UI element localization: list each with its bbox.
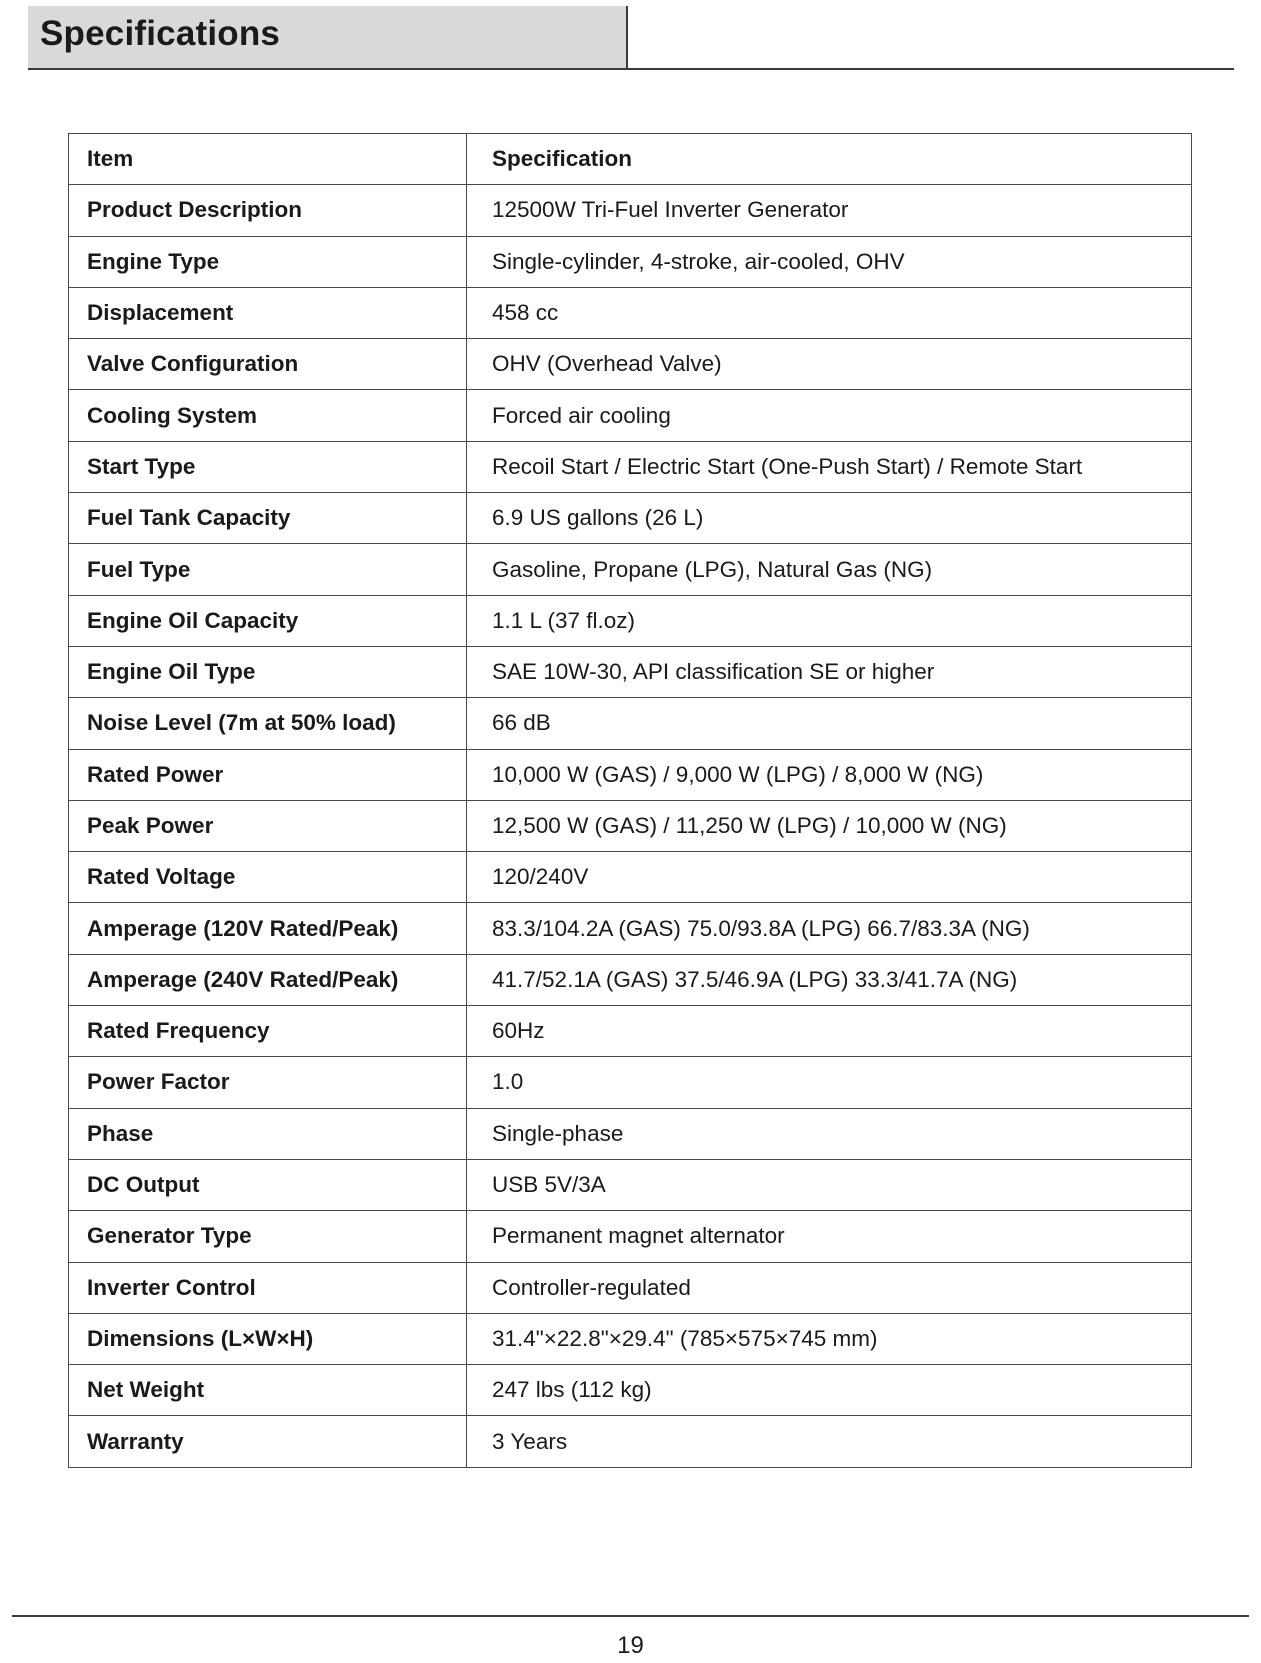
spec-item-value: 83.3/104.2A (GAS) 75.0/93.8A (LPG) 66.7/83.3A (NG) xyxy=(467,903,1192,954)
spec-item-value: 12,500 W (GAS) / 11,250 W (LPG) / 10,000 W (NG) xyxy=(467,800,1192,851)
specifications-table-body xyxy=(69,134,1192,1468)
spec-item-label: Dimensions (L×W×H) xyxy=(69,1313,467,1364)
table-row xyxy=(69,185,1192,236)
column-header-specification: Specification xyxy=(467,134,1192,185)
section-header xyxy=(28,6,1234,70)
page-number: 19 xyxy=(617,1632,644,1659)
spec-item-value: 12500W Tri-Fuel Inverter Generator xyxy=(467,185,1192,236)
spec-item-value: 10,000 W (GAS) / 9,000 W (LPG) / 8,000 W (NG) xyxy=(467,749,1192,800)
spec-item-label: Rated Power xyxy=(69,749,467,800)
spec-item-label: Displacement xyxy=(69,287,467,338)
spec-item-label: Phase xyxy=(69,1108,467,1159)
spec-item-label: Rated Frequency xyxy=(69,1006,467,1057)
spec-item-value: Recoil Start / Electric Start (One-Push Start) / Remote Start xyxy=(467,441,1192,492)
spec-item-label: Fuel Type xyxy=(69,544,467,595)
spec-item-value: 120/240V xyxy=(467,852,1192,903)
spec-item-value: 1.0 xyxy=(467,1057,1192,1108)
column-header-item: Item xyxy=(69,134,467,185)
table-row xyxy=(69,749,1192,800)
table-row xyxy=(69,954,1192,1005)
spec-item-value: Single-phase xyxy=(467,1108,1192,1159)
spec-item-label: Cooling System xyxy=(69,390,467,441)
spec-item-value: 458 cc xyxy=(467,287,1192,338)
table-row xyxy=(69,1365,1192,1416)
table-row xyxy=(69,339,1192,390)
table-row xyxy=(69,1159,1192,1210)
spec-item-value: 41.7/52.1A (GAS) 37.5/46.9A (LPG) 33.3/41.7A (NG) xyxy=(467,954,1192,1005)
spec-item-value: USB 5V/3A xyxy=(467,1159,1192,1210)
spec-item-label: Amperage (120V Rated/Peak) xyxy=(69,903,467,954)
table-row xyxy=(69,1108,1192,1159)
page-title: Specifications xyxy=(40,14,281,53)
spec-item-value: Permanent magnet alternator xyxy=(467,1211,1192,1262)
table-row xyxy=(69,1006,1192,1057)
spec-item-label: Net Weight xyxy=(69,1365,467,1416)
spec-item-label: Product Description xyxy=(69,185,467,236)
spec-item-label: Warranty xyxy=(69,1416,467,1467)
footer-divider xyxy=(12,1615,1249,1617)
spec-item-label: Start Type xyxy=(69,441,467,492)
table-row xyxy=(69,1416,1192,1467)
spec-item-value: 3 Years xyxy=(467,1416,1192,1467)
spec-item-label: Inverter Control xyxy=(69,1262,467,1313)
spec-item-value: Forced air cooling xyxy=(467,390,1192,441)
spec-item-value: 6.9 US gallons (26 L) xyxy=(467,493,1192,544)
table-row xyxy=(69,390,1192,441)
spec-item-label: Engine Type xyxy=(69,236,467,287)
table-row xyxy=(69,1313,1192,1364)
spec-item-label: Peak Power xyxy=(69,800,467,851)
spec-item-value: Gasoline, Propane (LPG), Natural Gas (NG) xyxy=(467,544,1192,595)
table-row xyxy=(69,800,1192,851)
spec-item-label: Valve Configuration xyxy=(69,339,467,390)
spec-item-value: Single-cylinder, 4-stroke, air-cooled, OHV xyxy=(467,236,1192,287)
spec-item-value: SAE 10W-30, API classification SE or higher xyxy=(467,646,1192,697)
table-header-row xyxy=(69,134,1192,185)
spec-item-value: 31.4"×22.8"×29.4" (785×575×745 mm) xyxy=(467,1313,1192,1364)
spec-item-value: 66 dB xyxy=(467,698,1192,749)
spec-item-value: 60Hz xyxy=(467,1006,1192,1057)
table-row xyxy=(69,646,1192,697)
table-row xyxy=(69,1057,1192,1108)
table-row xyxy=(69,493,1192,544)
spec-item-label: Generator Type xyxy=(69,1211,467,1262)
spec-item-label: Fuel Tank Capacity xyxy=(69,493,467,544)
spec-item-value: 1.1 L (37 fl.oz) xyxy=(467,595,1192,646)
specifications-table xyxy=(68,133,1192,1468)
table-row xyxy=(69,852,1192,903)
spec-item-value: OHV (Overhead Valve) xyxy=(467,339,1192,390)
table-row xyxy=(69,1211,1192,1262)
spec-item-label: DC Output xyxy=(69,1159,467,1210)
spec-item-label: Power Factor xyxy=(69,1057,467,1108)
spec-item-value: Controller-regulated xyxy=(467,1262,1192,1313)
table-row xyxy=(69,236,1192,287)
table-row xyxy=(69,698,1192,749)
spec-item-label: Rated Voltage xyxy=(69,852,467,903)
section-title-tab xyxy=(28,6,628,68)
table-row xyxy=(69,544,1192,595)
spec-item-label: Engine Oil Capacity xyxy=(69,595,467,646)
table-row xyxy=(69,595,1192,646)
table-row xyxy=(69,287,1192,338)
spec-item-value: 247 lbs (112 kg) xyxy=(467,1365,1192,1416)
spec-item-label: Engine Oil Type xyxy=(69,646,467,697)
table-row xyxy=(69,441,1192,492)
spec-item-label: Amperage (240V Rated/Peak) xyxy=(69,954,467,1005)
table-row xyxy=(69,1262,1192,1313)
table-row xyxy=(69,903,1192,954)
spec-item-label: Noise Level (7m at 50% load) xyxy=(69,698,467,749)
